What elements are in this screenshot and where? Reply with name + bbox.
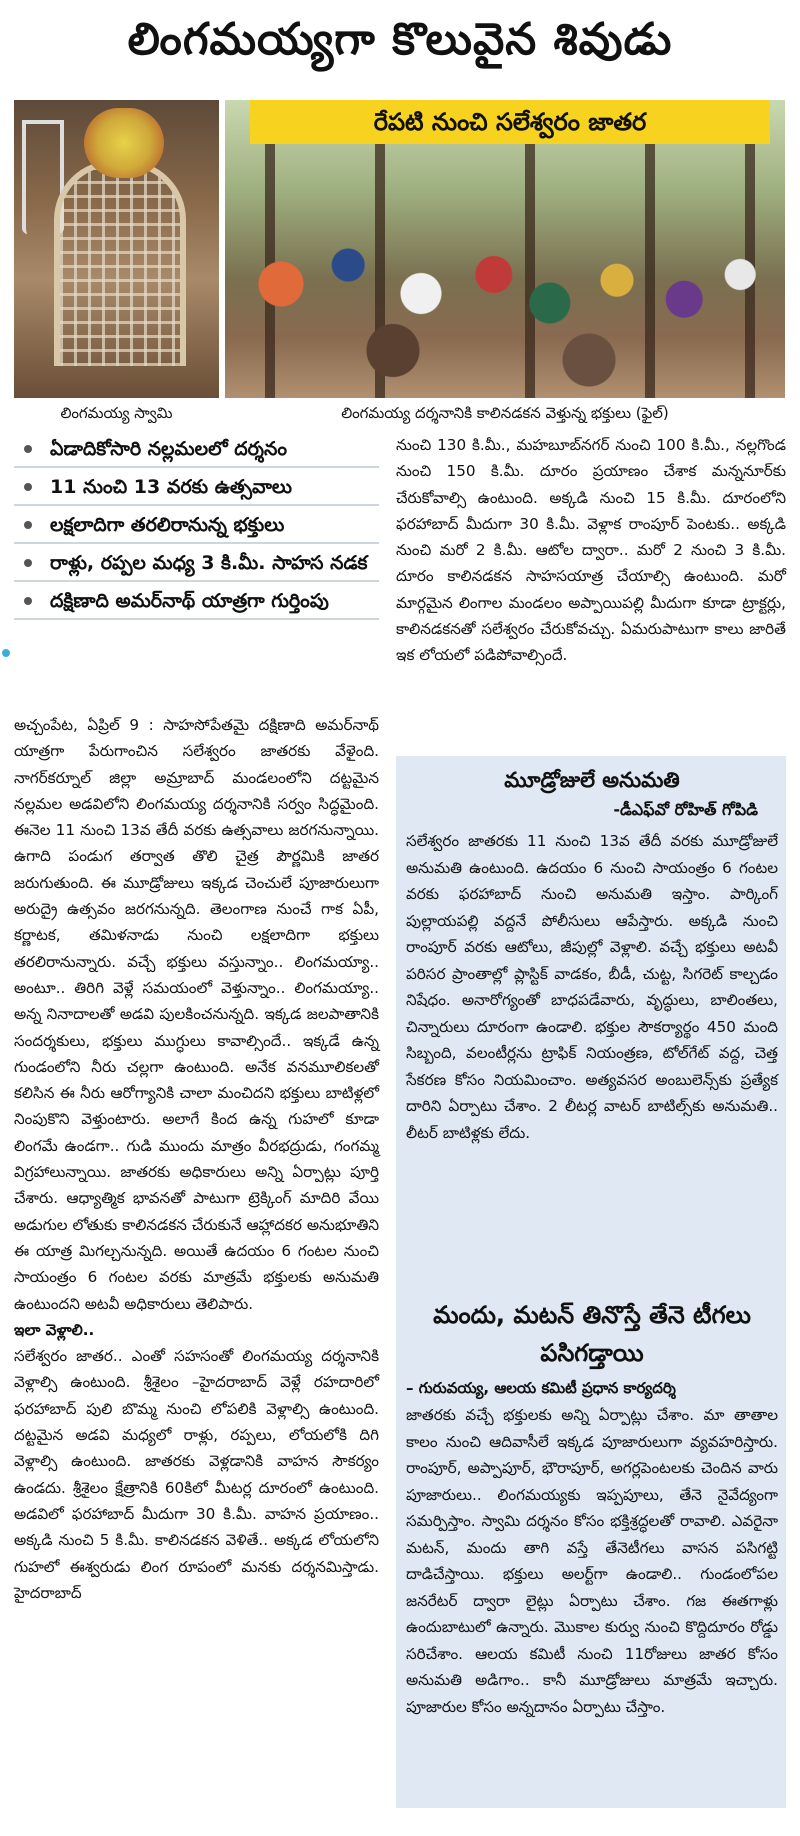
article-subheading: ఇలా వెళ్లాలి.. [14, 1320, 95, 1339]
sidebar-text: జాతరకు వచ్చే భక్తులకు అన్ని ఏర్పాట్లు చేశాం. మా తాతాల కాలం నుంచి ఆదివాసీలే ఇక్కడ పూజారులుగా వ్యవహరిస్తారు. రాంపూర్, అప్పాపూర్, భౌరాపూర్, అగర్లపెంటలకు చెందిన వారు పూజారులు.. లింగమయ్యకు ఇప్పపూలు, తేనె నైవేద్యంగా సమర్పిస్తాం. స్వామి దర్శనం కోసం భక్తిశ్రద్ధలతో రావాలి. ఎవరైనా మటన్, మందు తాగి వస్తే తేనెటీగలు వాసన పసిగట్టి దాడిచేస్తాయి. భక్తులు అలర్ట్‌గా ఉండాలి.. గుండంలోపల జనరేటర్ ద్వారా లైట్లు ఏర్పాటు చేశాం. గజ ఈతగాళ్లు ఉందుబాటులో ఉన్నారు. మొకాల కుర్వు నుంచి కొద్దిదూరం రోడ్డు సరిచేశాం. ఆలయ కమిటీ నుంచి 11రోజులు జాతర కోసం అనుమతి అడిగాం.. కానీ మూడ్రోజులు మాత్రమే ఇచ్చారు. పూజారుల కోసం అన్నదానం ఏర్పాటు చేస్తాం. [406, 1406, 778, 1716]
shrine-grill-graphic [54, 160, 186, 366]
crowd-graphic [225, 208, 785, 398]
highlight-item: దక్షిణాది అమర్‌నాథ్ యాత్రగా గుర్తింపు [14, 584, 379, 620]
headline: లింగమయ్యగా కొలువైన శివుడు [127, 14, 673, 65]
article-paragraph: నుంచి 130 కి.మీ., మహబూబ్‌నగర్ నుంచి 100 కి.మీ., నల్లగొండ నుంచి 150 కి.మీ. దూరం ప్రయాణం చేశాక మన్ననూర్‌కు చేరుకోవాల్సి ఉంటుంది. అక్కడి నుంచి 15 కి.మీ. దూరంలోని ఫరహాబాద్ మీదుగా 30 కి.మీ. వెళ్లాక రాంపూర్ పెంటకు.. అక్కడి నుంచి మరో 2 కి.మీ. ఆటోల ద్వారా.. మరో 2 నుంచి 3 కి.మీ. దూరం కాలినడకన సాహసయాత్ర చేయాల్సి ఉంటుంది. మరో మార్గమైన లింగాల మండలం అప్పాయిపల్లి మీదుగా కూడా ట్రాక్టర్లు, కాలినడకనతో సలేశ్వరం చేరుకోవచ్చు. ఏమరుపాటుగా కాలు జారితే ఇక లోయలో పడిపోవాల్సిందే. [396, 436, 786, 665]
highlight-item: ఏడాదికోసారి నల్లమలలో దర్శనం [14, 432, 379, 468]
article-paragraph: అచ్చంపేట, ఏప్రిల్ 9 : సాహసోపేతమై దక్షిణాది అమర్‌నాథ్ యాత్రగా పేరుగాంచిన సలేశ్వరం జాతరకు వేళైంది. నాగర్‌కర్నూల్ జిల్లా అమ్రాబాద్ మండలంలోని దట్టమైన నల్లమల అడవిలోని లింగమయ్య దర్శనానికి సర్వం సిద్ధమైంది. ఈనెల 11 నుంచి 13వ తేదీ వరకు ఉత్సవాలు జరగనున్నాయి. ఉగాది పండుగ తర్వాత తొలి చైత్ర పౌర్ణమికి జాతర జరుగుతుంది. ఈ మూడ్రోజులు ఇక్కడ చెంచులే పూజారులుగా అరుద్రై ఉత్సవం జరగనున్నది. తెలంగాణ నుంచే గాక ఏపీ, కర్ణాటక, తమిళనాడు నుంచి లక్షలాదిగా భక్తులు తరలిరానున్నారు. వచ్చే భక్తులు వస్తున్నాం.. లింగమయ్యా.. అంటూ.. తిరిగి వెళ్లే సమయంలో వెళ్తున్నాం.. లింగమయ్యా.. అన్న నినాదాలతో అడవి పులకించనున్నది. ఇక్కడ జలపాతానికి సందర్శకులు, భక్తులు ముగ్ధులు కావాల్సిందే.. ఇక్కడే ఉన్న గుండంలోని నీరు చల్లగా ఉంటుంది. అనేక వనమూలికలతో కలిసిన ఈ నీరు ఆరోగ్యానికి చాలా మంచిదని భక్తులు బాటిళ్లలో నింపుకొని వెళ్తుంటారు. అలాగే కింద ఉన్న గుహలో కూడా లింగమే ఉండగా.. గుడి ముందు మాత్రం వీరభద్రుడు, గంగమ్మ విగ్రహాలున్నాయి. జాతరకు అధికారులు అన్ని ఏర్పాట్లు పూర్తి చేశారు. ఆధ్యాత్మిక భావనతో పాటుగా ట్రెక్కింగ్ మాదిరి వేయి అడుగుల లోతుకు కాలినడకన చేరుకునే ఆహ్లాదకర అనుభూతిని ఈ యాత్ర మిగల్చనున్నది. అయితే ఉదయం 6 గంటల నుంచి సాయంత్రం 6 గంటల వరకు మాత్రమే భక్తులకు అనుమతి ఉంటుందని అటవీ అధికారులు తెలిపారు. [14, 716, 379, 1313]
article-left-column [14, 712, 379, 1606]
sidebar-box [396, 756, 786, 1808]
article-right-column [396, 432, 786, 669]
highlight-item: 11 నుంచి 13 వరకు ఉత్సవాలు [14, 470, 379, 506]
highlight-item: లక్షలాదిగా తరలిరానున్న భక్తులు [14, 508, 379, 544]
flower-garland-graphic [84, 108, 164, 178]
article-paragraph: సలేశ్వరం జాతర.. ఎంతో సహసంతో లింగమయ్య దర్శనానికి వెళ్లాల్సి ఉంటుంది. శ్రీశైలం –హైదరాబాద్ వెళ్లే రహదారిలో ఫరహాబాద్ పులి బొమ్మ నుంచి లోపలికి వెళ్లాల్సి ఉంటుంది. దట్టమైన అడవి మధ్యలో రాళ్లు, రప్పలు, లోయలోకి దిగి వెళ్లాల్సి ఉంటుంది. జాతరకు వెళ్లడానికి వాహన సౌకర్యం ఉండదు. శ్రీశైలం క్షేత్రానికి 60కిలో మీటర్ల దూరంలో ఉంటుంది. అడవిలో ఫరహాబాద్ మీదుగా 30 కి.మీ. వాహన ప్రయాణం.. అక్కడి నుంచి 5 కి.మీ. కాలినడకన వెళితే.. అక్కడ లోయలోని గుహలో ఈశ్వరుడు లింగ రూపంలో మనకు దర్శనమిస్తాడు. హైదరాబాద్ [14, 1347, 379, 1602]
sidebar-heading: మందు, మటన్ తినొస్తే తేనె టీగలు పసిగడ్తాయి [433, 1301, 751, 1367]
lingamayya-idol-photo [14, 100, 219, 398]
sidebar-byline: -డీఎఫ్‌వో రోహిత్ గోపిడి [613, 800, 758, 819]
event-banner: రేపటి నుంచి సలేశ్వరం జాతర [250, 100, 770, 144]
highlights-list [14, 432, 379, 622]
margin-marker [2, 649, 10, 657]
devotees-walking-photo [225, 100, 785, 398]
sidebar-heading: మూడ్రోజులే అనుమతి [504, 768, 680, 792]
photo-caption-left: లింగమయ్య స్వామి [60, 404, 173, 422]
sidebar-byline: – గురువయ్య, ఆలయ కమిటీ ప్రధాన కార్యదర్శి [406, 1379, 676, 1397]
photo-caption-right: లింగమయ్య దర్శనానికి కాలినడకన వెళ్తున్న భక్తులు (ఫైల్) [341, 404, 669, 422]
sidebar-text: సలేశ్వరం జాతరకు 11 నుంచి 13వ తేదీ వరకు మూడ్రోజులే అనుమతి ఉంటుంది. ఉదయం 6 నుంచి సాయంత్రం 6 గంటల వరకు ఫరహాబాద్ నుంచి అనుమతి ఇస్తాం. పార్కింగ్ పుల్లాయపల్లి వద్దనే పోలీసులు ఆపేస్తారు. అక్కడి నుంచి రాంపూర్ వరకు ఆటోలు, జీపుల్లో వెళ్లాలి. వచ్చే భక్తులు అటవీ పరిసర ప్రాంతాల్లో ప్లాస్టిక్ వాడకం, బీడీ, చుట్ట, సిగరెట్ కాల్చడం నిషేధం. అనారోగ్యంతో బాధపడేవారు, వృద్ధులు, బాలింతలు, చిన్నారులు దూరంగా ఉండాలి. భక్తుల సౌకర్యార్థం 450 మంది సిబ్బంది, వలంటీర్లను ట్రాఫిక్ నియంత్రణ, టోల్‌గేట్ వద్ద, చెత్త సేకరణ కోసం నియమించాం. అత్యవసర అంబులెన్స్‌కు ప్రత్యేక దారిని ఏర్పాటు చేశాం. 2 లీటర్ల వాటర్ బాటిల్స్‌కు అనుమతి.. లీటర్ బాటిళ్లకు లేదు. [406, 832, 778, 1142]
highlight-item: రాళ్లు, రప్పల మధ్య 3 కి.మీ. సాహస నడక [14, 546, 379, 582]
